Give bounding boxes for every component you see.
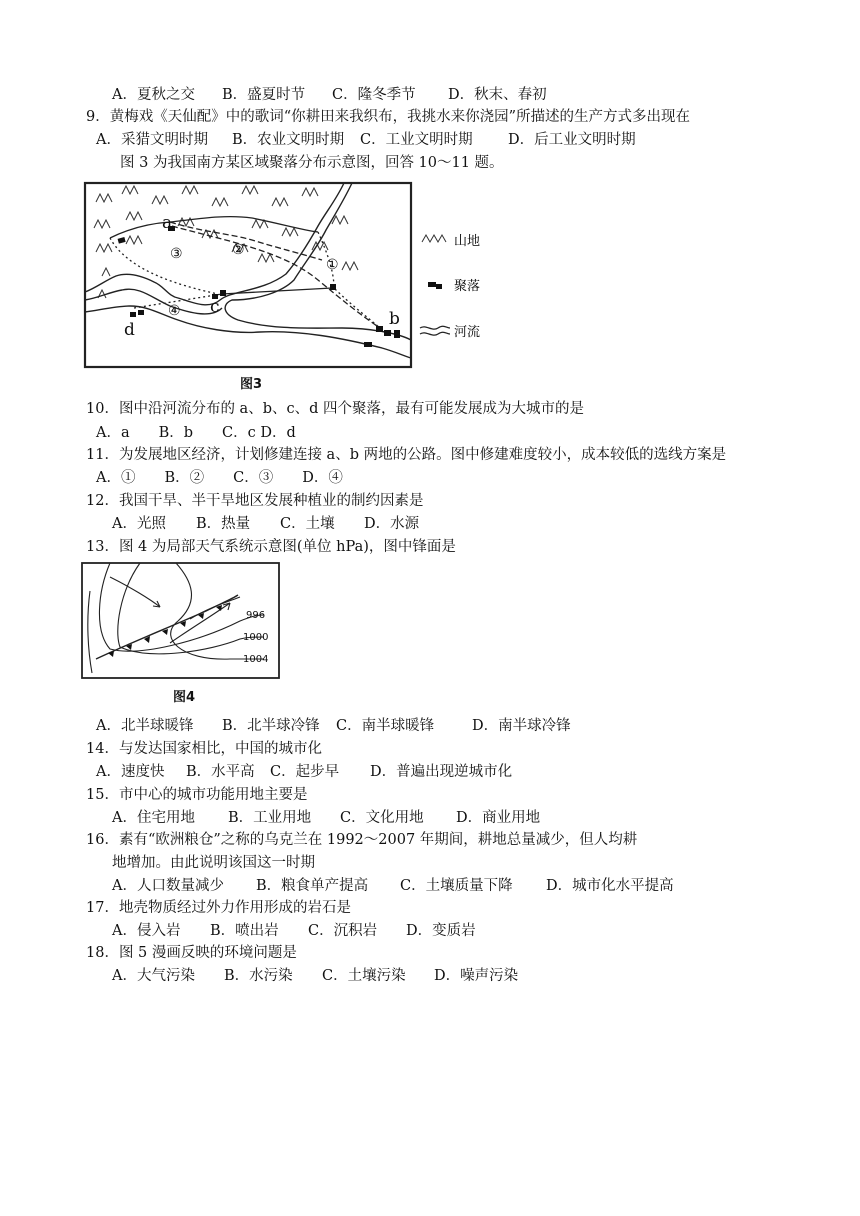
- figure-3-caption: 图3: [240, 377, 263, 392]
- q16-stem-line2: 地增加。由此说明该国这一时期: [112, 855, 315, 871]
- label-d: d: [124, 320, 135, 340]
- q14-stem: 14．与发达国家相比，中国的城市化: [86, 741, 322, 757]
- q15-option-b: B．工业用地: [228, 810, 312, 826]
- q14-options: [96, 762, 512, 782]
- q13-option-c: C．南半球暖锋: [336, 718, 435, 734]
- q11-stem: 11．为发展地区经济，计划修建连接 a、b 两地的公路。图中修建难度较小，成本较低的选线方案是: [86, 447, 727, 463]
- q13-option-d: D．南半球冷锋: [472, 718, 571, 734]
- q8-options: [112, 85, 547, 105]
- q8-option-b: B．盛夏时节: [222, 87, 306, 103]
- q15-stem: 15．市中心的城市功能用地主要是: [86, 787, 308, 803]
- legend-settlement: [428, 279, 480, 294]
- isobar-label-1004: 1004: [243, 654, 269, 665]
- q16-option-b: B．粮食单产提高: [256, 878, 369, 894]
- q18-option-c: C．土壤污染: [322, 968, 406, 984]
- label-c: c: [210, 297, 220, 317]
- label-route-3: ③: [170, 246, 183, 262]
- figure-4-weather-map: [80, 561, 282, 681]
- isobar-label-1000: 1000: [243, 632, 269, 643]
- q12-option-a: A．光照: [112, 516, 166, 532]
- label-route-4: ④: [168, 303, 181, 319]
- q16-stem-line1: 16．素有“欧洲粮仓”之称的乌克兰在 1992～2007 年期间，耕地总量减少，但人均耕: [86, 832, 638, 848]
- legend-settlement-label: 聚落: [454, 279, 481, 294]
- q15-option-d: D．商业用地: [456, 810, 541, 826]
- q10-options: A．a B．b C．c D．d: [96, 425, 296, 441]
- label-route-2: ②: [232, 242, 245, 258]
- figure-3-map: [82, 180, 502, 392]
- q12-option-d: D．水源: [364, 516, 420, 532]
- q16-options: [112, 876, 674, 896]
- q11-options: A．① B．② C．③ D．④: [96, 470, 343, 486]
- q14-option-a: A．速度快: [96, 764, 165, 780]
- q12-option-c: C．土壤: [280, 516, 335, 532]
- q12-option-b: B．热量: [196, 516, 251, 532]
- q18-stem: 18．图 5 漫画反映的环境问题是: [86, 945, 297, 961]
- q10-stem: 10．图中沿河流分布的 a、b、c、d 四个聚落，最有可能发展成为大城市的是: [86, 401, 584, 417]
- legend-mountain-label: 山地: [454, 234, 481, 249]
- q8-option-c: C．隆冬季节: [332, 87, 416, 103]
- q15-options: [112, 808, 540, 828]
- label-b: b: [389, 309, 400, 329]
- q17-option-a: A．侵入岩: [112, 923, 181, 939]
- q17-option-c: C．沉积岩: [308, 923, 378, 939]
- q12-options: [112, 514, 419, 534]
- q18-option-b: B．水污染: [224, 968, 293, 984]
- q14-option-d: D．普遍出现逆城市化: [370, 764, 513, 780]
- q13-options: [96, 716, 571, 736]
- q8-option-a: A．夏秋之交: [112, 87, 195, 103]
- q9-option-d: D．后工业文明时期: [508, 132, 636, 148]
- q15-option-c: C．文化用地: [340, 810, 424, 826]
- label-route-1: ①: [326, 257, 339, 273]
- q13-stem: 13．图 4 为局部天气系统示意图(单位 hPa)，图中锋面是: [86, 539, 456, 555]
- q9-option-c: C．工业文明时期: [360, 132, 473, 148]
- q14-option-c: C．起步早: [270, 764, 340, 780]
- q18-option-a: A．大气污染: [112, 968, 195, 984]
- fig3-intro: 图 3 为我国南方某区域聚落分布示意图，回答 10～11 题。: [120, 155, 504, 171]
- q12-stem: 12．我国干旱、半干旱地区发展种植业的制约因素是: [86, 493, 424, 509]
- q17-option-d: D．变质岩: [406, 923, 476, 939]
- q17-option-b: B．喷出岩: [210, 923, 279, 939]
- q18-option-d: D．噪声污染: [434, 968, 519, 984]
- legend-mountain: [422, 233, 480, 249]
- q16-option-c: C．土壤质量下降: [400, 878, 513, 894]
- q16-option-a: A．人口数量减少: [112, 878, 224, 894]
- legend-river-label: 河流: [454, 325, 481, 340]
- q18-options: [112, 966, 518, 986]
- q9-option-a: A．采猎文明时期: [96, 132, 208, 148]
- legend-river: [420, 324, 480, 340]
- q17-options: [112, 921, 476, 941]
- label-a: a: [162, 213, 173, 233]
- q9-options: [96, 130, 636, 150]
- figure-4-caption: 图4: [173, 690, 196, 705]
- q16-option-d: D．城市化水平提高: [546, 878, 674, 894]
- q13-option-a: A．北半球暖锋: [96, 718, 194, 734]
- q13-option-b: B．北半球冷锋: [222, 718, 320, 734]
- isobar-label-996: 996: [246, 610, 266, 621]
- q17-stem: 17．地壳物质经过外力作用形成的岩石是: [86, 900, 351, 916]
- q15-option-a: A．住宅用地: [112, 810, 195, 826]
- q9-stem: 9．黄梅戏《天仙配》中的歌词“你耕田来我织布，我挑水来你浇园”所描述的生产方式多出现在: [86, 109, 691, 125]
- q9-option-b: B．农业文明时期: [232, 132, 345, 148]
- isobar-labels: [243, 610, 268, 665]
- q14-option-b: B．水平高: [186, 764, 255, 780]
- q8-option-d: D．秋末、春初: [448, 87, 547, 103]
